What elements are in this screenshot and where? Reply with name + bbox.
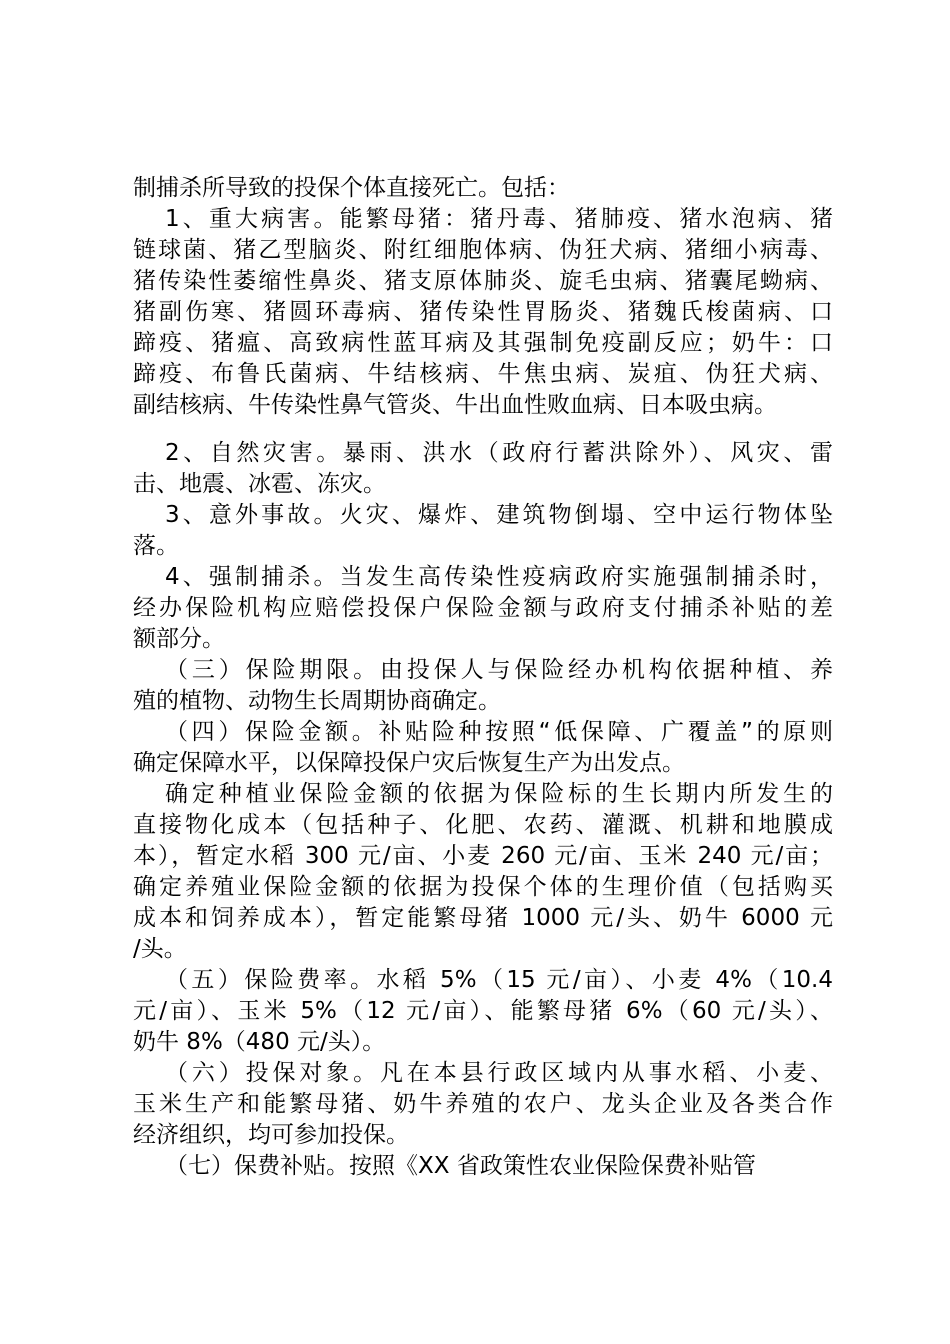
text-line: /头。	[133, 936, 187, 962]
text-line: 额部分。	[133, 626, 225, 652]
text-line: 确定保障水平，以保障投保户灾后恢复生产为出发点。	[133, 750, 685, 776]
text-line: 确定养殖业保险金额的依据为投保个体的生理价值（包括购买	[133, 874, 833, 900]
text-line: 蹄疫、布鲁氏菌病、牛结核病、牛焦虫病、炭疽、伪狂犬病、	[133, 361, 833, 387]
text-line: 链球菌、猪乙型脑炎、附红细胞体病、伪狂犬病、猪细小病毒、	[133, 237, 833, 263]
text-line: （六）投保对象。凡在本县行政区域内从事水稻、小麦、	[165, 1060, 833, 1086]
text-line: （三）保险期限。由投保人与保险经办机构依据种植、养	[165, 657, 833, 683]
text-line: 猪传染性萎缩性鼻炎、猪支原体肺炎、旋毛虫病、猪囊尾蚴病、	[133, 268, 833, 294]
text-line: 击、地震、冰雹、冻灾。	[133, 471, 386, 497]
text-line: 猪副伤寒、猪圆环毒病、猪传染性胃肠炎、猪魏氏梭菌病、口	[133, 299, 833, 325]
text-line: 确定种植业保险金额的依据为保险标的生长期内所发生的	[165, 781, 833, 807]
text-line: （四）保险金额。补贴险种按照“低保障、广覆盖”的原则	[165, 719, 833, 745]
text-line: 副结核病、牛传染性鼻气管炎、牛出血性败血病、日本吸虫病。	[133, 392, 777, 418]
text-line: 2、自然灾害。暴雨、洪水（政府行蓄洪除外）、风灾、雷	[165, 440, 833, 466]
paragraph-gap	[133, 421, 833, 438]
text-line: 殖的植物、动物生长周期协商确定。	[133, 688, 501, 714]
text-line: 经济组织，均可参加投保。	[133, 1122, 409, 1148]
text-line: 玉米生产和能繁母猪、奶牛养殖的农户、龙头企业及各类合作	[133, 1091, 833, 1117]
text-line: 4、强制捕杀。当发生高传染性疫病政府实施强制捕杀时，	[165, 564, 833, 590]
text-line: 1、重大病害。能繁母猪：猪丹毒、猪肺疫、猪水泡病、猪	[165, 206, 833, 232]
text-line: 落。	[133, 533, 179, 559]
text-line: 元/亩）、玉米 5%（12 元/亩）、能繁母猪 6%（60 元/头）、	[133, 998, 833, 1024]
text-line: 成本和饲养成本），暂定能繁母猪 1000 元/头、奶牛 6000 元	[133, 905, 833, 931]
text-line: 制捕杀所导致的投保个体直接死亡。包括：	[133, 175, 570, 201]
text-line: 本），暂定水稻 300 元/亩、小麦 260 元/亩、玉米 240 元/亩；	[133, 843, 833, 869]
text-line: 奶牛 8%（480 元/头）。	[133, 1029, 386, 1055]
text-line: （七）保费补贴。按照《XX 省政策性农业保险保费补贴管	[165, 1153, 756, 1179]
text-line: 直接物化成本（包括种子、化肥、农药、灌溉、机耕和地膜成	[133, 812, 833, 838]
document-body	[133, 173, 833, 1182]
text-line: 3、意外事故。火灾、爆炸、建筑物倒塌、空中运行物体坠	[165, 502, 833, 528]
text-line: （五）保险费率。水稻 5%（15 元/亩）、小麦 4%（10.4	[165, 967, 833, 993]
text-line: 经办保险机构应赔偿投保户保险金额与政府支付捕杀补贴的差	[133, 595, 833, 621]
text-line: 蹄疫、猪瘟、高致病性蓝耳病及其强制免疫副反应；奶牛：口	[133, 330, 833, 356]
